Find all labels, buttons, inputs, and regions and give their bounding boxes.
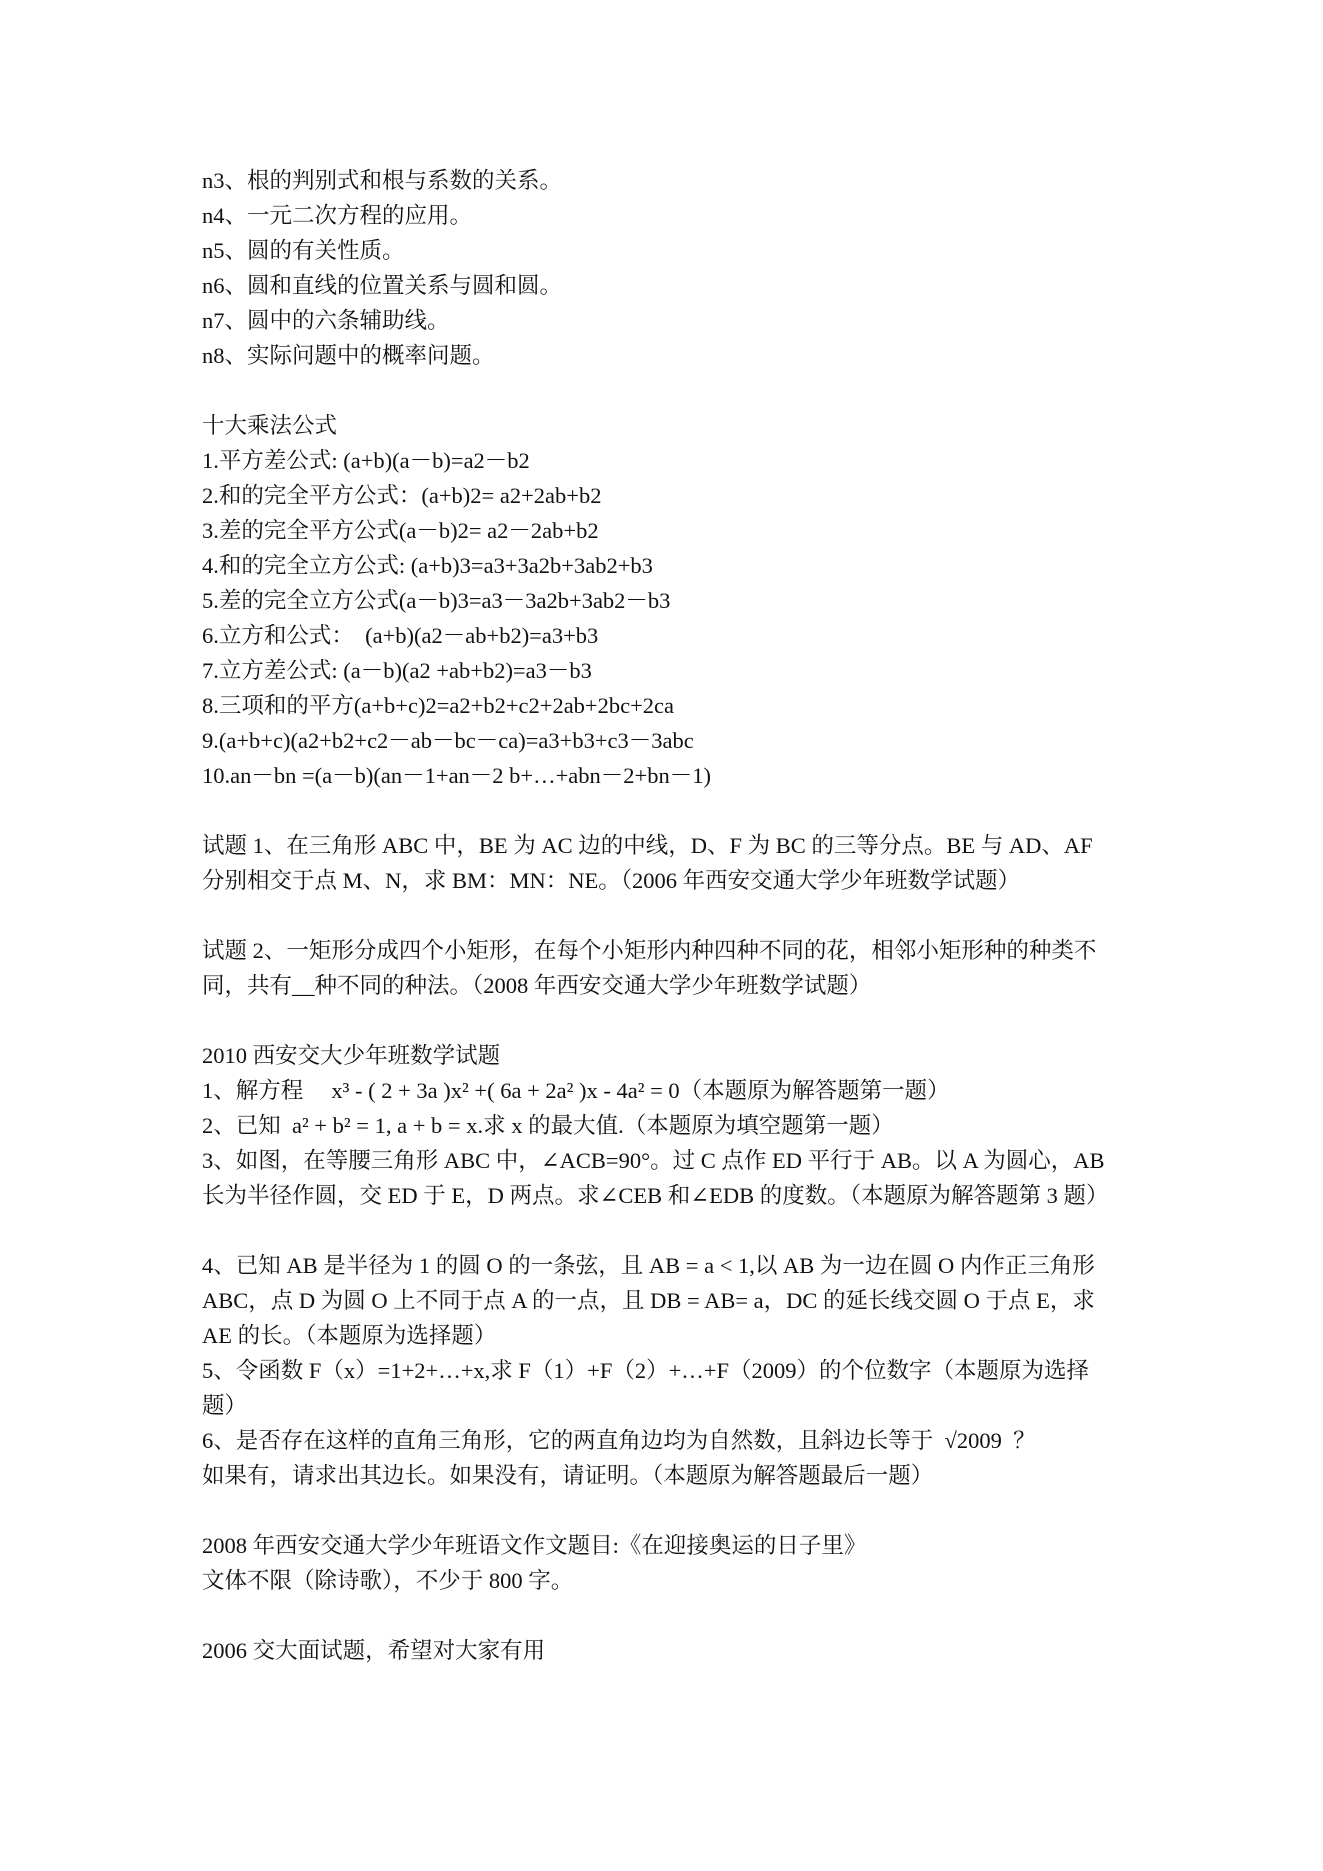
formula-item: 5.差的完全立方公式(a－b)3=a3－3a2b+3ab2－b3 — [202, 588, 671, 613]
exam-question: 题） — [202, 1393, 248, 1418]
exam-question: 6、是否存在这样的直角三角形，它的两直角边均为自然数，且斜边长等于 √2009 ？ — [202, 1428, 1036, 1453]
formula-item: 10.an－bn =(a－b)(an－1+an－2 b+…+abn－2+bn－1) — [202, 763, 711, 788]
closing-line: 2006 交大面试题，希望对大家有用 — [202, 1638, 546, 1663]
topic-list — [202, 163, 1132, 373]
spacer — [202, 898, 1132, 933]
question-1-line: 试题 1、在三角形 ABC 中，BE 为 AC 边的中线，D、F 为 BC 的三等分点。BE 与 AD、AF — [202, 833, 1093, 858]
question-1 — [202, 828, 1132, 898]
exam-question: 1、解方程 x³ - ( 2 + 3a )x² +( 6a + 2a² )x - 4a² = 0（本题原为解答题第一题） — [202, 1078, 950, 1103]
topic-item: n5、圆的有关性质。 — [202, 238, 405, 263]
spacer — [202, 1213, 1132, 1248]
spacer — [202, 1493, 1132, 1528]
formula-item: 9.(a+b+c)(a2+b2+c2－ab－bc－ca)=a3+b3+c3－3abc — [202, 728, 694, 753]
exam-question: ABC，点 D 为圆 O 上不同于点 A 的一点，且 DB = AB= a，DC 的延长线交圆 O 于点 E，求 — [202, 1288, 1095, 1313]
topic-item: n3、根的判别式和根与系数的关系。 — [202, 168, 563, 193]
question-2-line: 试题 2、一矩形分成四个小矩形，在每个小矩形内种四种不同的花，相邻小矩形种的种类不 — [202, 938, 1097, 963]
formula-item: 3.差的完全平方公式(a－b)2= a2－2ab+b2 — [202, 518, 599, 543]
question-2 — [202, 933, 1132, 1003]
topic-item: n4、一元二次方程的应用。 — [202, 203, 473, 228]
formula-item: 6.立方和公式： (a+b)(a2－ab+b2)=a3+b3 — [202, 623, 599, 648]
exam-question: 长为半径作圆，交 ED 于 E，D 两点。求∠CEB 和∠EDB 的度数。（本题原为解答题第 3 题） — [202, 1183, 1109, 1208]
exam-2010-section — [202, 1038, 1132, 1493]
exam-question: 4、已知 AB 是半径为 1 的圆 O 的一条弦，且 AB = a < 1,以 AB 为一边在圆 O 内作正三角形 — [202, 1253, 1095, 1278]
topic-item: n6、圆和直线的位置关系与圆和圆。 — [202, 273, 563, 298]
spacer — [202, 1003, 1132, 1038]
essay-line: 2008 年西安交通大学少年班语文作文题目:《在迎接奥运的日子里》 — [202, 1533, 867, 1558]
formula-item: 2.和的完全平方公式：(a+b)2= a2+2ab+b2 — [202, 483, 602, 508]
exam-question: AE 的长。（本题原为选择题） — [202, 1323, 497, 1348]
exam-question: 如果有，请求出其边长。如果没有，请证明。（本题原为解答题最后一题） — [202, 1463, 934, 1488]
formula-item: 1.平方差公式: (a+b)(a－b)=a2－b2 — [202, 448, 530, 473]
formula-item: 7.立方差公式: (a－b)(a2 +ab+b2)=a3－b3 — [202, 658, 592, 683]
question-1-line: 分别相交于点 M、N，求 BM：MN：NE。（2006 年西安交通大学少年班数学试题） — [202, 868, 1021, 893]
topic-item: n8、实际问题中的概率问题。 — [202, 343, 495, 368]
essay-section — [202, 1528, 1132, 1598]
spacer — [202, 793, 1132, 828]
formula-item: 4.和的完全立方公式: (a+b)3=a3+3a2b+3ab2+b3 — [202, 553, 653, 578]
spacer — [202, 1598, 1132, 1633]
exam-question: 5、令函数 F（x）=1+2+…+x,求 F（1）+F（2）+…+F（2009）的个位数字（本题原为选择 — [202, 1358, 1090, 1383]
topic-item: n7、圆中的六条辅助线。 — [202, 308, 450, 333]
essay-line: 文体不限（除诗歌），不少于 800 字。 — [202, 1568, 574, 1593]
exam-question: 2、已知 a² + b² = 1, a + b = x.求 x 的最大值.（本题原为填空题第一题） — [202, 1113, 894, 1138]
document-page — [202, 163, 1132, 1668]
spacer — [202, 373, 1132, 408]
formula-heading: 十大乘法公式 — [202, 413, 338, 438]
exam-question: 3、如图，在等腰三角形 ABC 中，∠ACB=90°。过 C 点作 ED 平行于 AB。以 A 为圆心，AB — [202, 1148, 1105, 1173]
question-2-line: 同，共有__种不同的种法。（2008 年西安交通大学少年班数学试题） — [202, 973, 872, 998]
formula-item: 8.三项和的平方(a+b+c)2=a2+b2+c2+2ab+2bc+2ca — [202, 693, 675, 718]
exam-heading: 2010 西安交大少年班数学试题 — [202, 1043, 501, 1068]
formula-section — [202, 408, 1132, 793]
